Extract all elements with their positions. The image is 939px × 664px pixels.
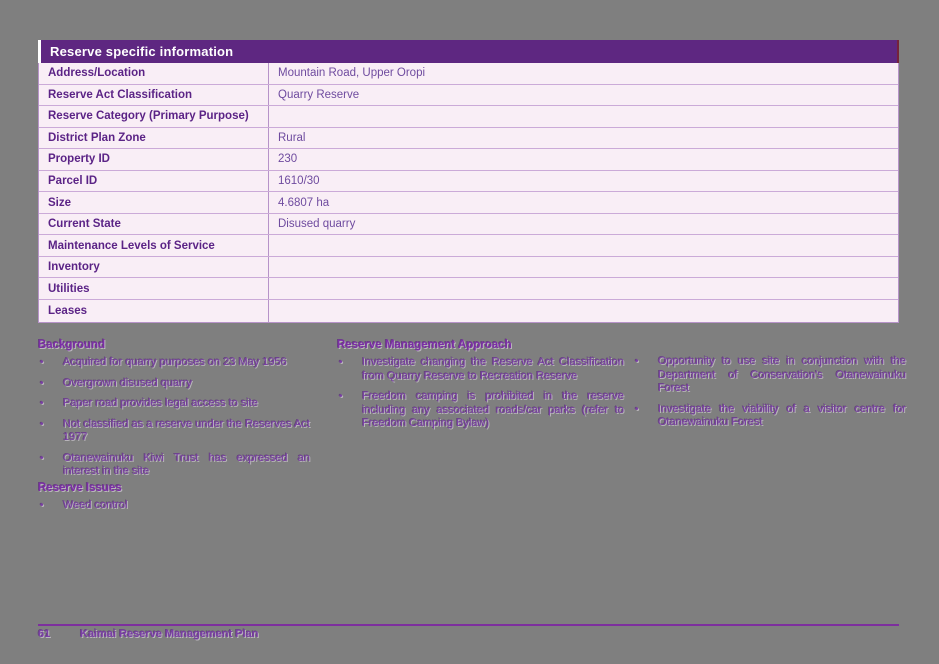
bullet-text: Not classified as a reserve under the Reserves Act 1977 (63, 417, 310, 443)
row-value: Mountain Road, Upper Oropi (278, 67, 426, 80)
list-item (38, 356, 310, 370)
table-row (39, 171, 898, 193)
section-heading: Reserve Management Approach (337, 339, 512, 351)
row-label: Leases (39, 300, 269, 322)
bullet-text: Acquired for quarry purposes on 23 May 1956 (63, 356, 287, 368)
table-row (39, 278, 898, 300)
reserve-info-table (38, 40, 899, 323)
row-value: 1610/30 (278, 175, 320, 187)
bullet-icon: • (635, 403, 639, 415)
table-row (39, 214, 898, 236)
row-value: Quarry Reserve (278, 88, 360, 101)
section-management-approach (337, 339, 624, 438)
row-label: Inventory (39, 257, 269, 278)
row-value (269, 278, 898, 299)
bullet-icon: • (40, 398, 44, 409)
bullet-icon: • (40, 452, 44, 464)
list-item (38, 377, 310, 391)
row-value: 4.6807 ha (278, 196, 330, 209)
bullet-icon: • (339, 357, 343, 368)
list-item (633, 403, 906, 430)
footer-divider (38, 624, 899, 626)
row-label: Parcel ID (39, 171, 269, 192)
table-row (39, 85, 898, 107)
row-label: Reserve Category (Primary Purpose) (39, 106, 269, 127)
bullet-icon: • (40, 500, 44, 511)
list-item (38, 418, 310, 445)
bullet-text: Otanewainuku Kiwi Trust has expressed an interest in the site (63, 451, 310, 477)
row-value (269, 257, 898, 278)
row-label: Address/Location (39, 63, 269, 84)
section-reserve-issues (38, 482, 310, 520)
row-label: Maintenance Levels of Service (39, 235, 269, 256)
section-heading: Reserve Issues (38, 482, 122, 494)
list-item (337, 356, 624, 383)
row-value (269, 235, 898, 256)
table-row (39, 300, 898, 322)
bullet-text: Investigate changing the Reserve Act Classification from Quarry Reserve to Recreation Reserve (362, 356, 624, 382)
table-row (39, 192, 898, 214)
row-value (269, 106, 898, 127)
bullet-text: Paper road provides legal access to site (63, 397, 259, 409)
section-management-approach-continued (633, 355, 906, 437)
bullet-text: Investigate the viability of a visitor centre for Otanewainuku Forest (658, 402, 906, 428)
row-label: District Plan Zone (39, 128, 269, 149)
table-body (38, 63, 899, 323)
row-value: 230 (278, 153, 298, 166)
list-item (38, 499, 310, 513)
row-label: Size (39, 192, 269, 213)
list-item (38, 452, 310, 479)
list-item (337, 390, 624, 431)
row-label: Current State (39, 214, 269, 235)
row-value: Rural (278, 131, 306, 144)
table-row (39, 63, 898, 85)
bullet-text: Freedom camping is prohibited in the reserve including any associated roads/car parks (refer to Freedom Camping Bylaw) (362, 390, 624, 429)
table-row (39, 106, 898, 128)
bullet-text: Opportunity to use site in conjunction with the Department of Conservation's Otanewainuku Forest (658, 355, 906, 394)
section-background (38, 339, 310, 486)
bullet-icon: • (339, 391, 343, 402)
footer-document-title: Kaimai Reserve Management Plan (80, 628, 259, 640)
table-row (39, 235, 898, 257)
list-item (38, 397, 310, 411)
bullet-icon: • (40, 418, 44, 430)
row-label: Reserve Act Classification (39, 85, 269, 106)
table-row (39, 149, 898, 171)
bullet-text: Overgrown disused quarry (63, 376, 193, 389)
table-row (39, 128, 898, 150)
page-number: 61 (38, 628, 51, 640)
row-value: Disused quarry (278, 218, 356, 231)
bullet-text: Weed control (63, 499, 128, 511)
list-item (633, 355, 906, 396)
row-value (269, 300, 898, 322)
bullet-icon: • (635, 356, 639, 367)
bullet-icon: • (40, 377, 44, 389)
table-title: Reserve specific information (38, 40, 899, 63)
row-label: Property ID (39, 149, 269, 170)
bullet-icon: • (40, 357, 44, 368)
table-row (39, 257, 898, 279)
section-heading: Background (38, 339, 106, 351)
row-label: Utilities (39, 278, 269, 299)
